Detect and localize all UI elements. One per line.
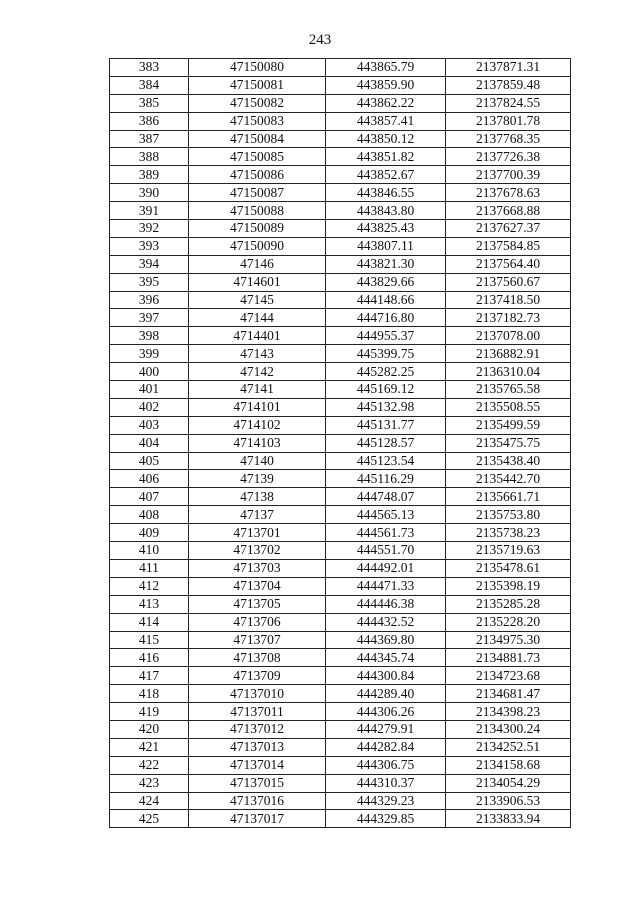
coordinates-table: [109, 58, 571, 828]
x-coordinate-cell: 445132.98: [326, 398, 446, 416]
x-coordinate-cell: 444492.01: [326, 559, 446, 577]
point-id-cell: 4713709: [189, 667, 326, 685]
table-row: [110, 291, 571, 309]
table-row: [110, 112, 571, 130]
table-row: [110, 130, 571, 148]
table-row: [110, 76, 571, 94]
point-id-cell: 4713701: [189, 524, 326, 542]
y-coordinate-cell: 2137182.73: [446, 309, 571, 327]
table-row: [110, 166, 571, 184]
table-row: [110, 577, 571, 595]
point-id-cell: 4714102: [189, 416, 326, 434]
point-id-cell: 47137015: [189, 774, 326, 792]
x-coordinate-cell: 444329.23: [326, 792, 446, 810]
page-number: 243: [308, 32, 332, 48]
point-id-cell: 47150085: [189, 148, 326, 166]
x-coordinate-cell: 445282.25: [326, 363, 446, 381]
x-coordinate-cell: 445131.77: [326, 416, 446, 434]
y-coordinate-cell: 2134300.24: [446, 720, 571, 738]
point-id-cell: 47140: [189, 452, 326, 470]
point-id-cell: 4713702: [189, 542, 326, 560]
row-index-cell: 389: [110, 166, 189, 184]
table-row: [110, 434, 571, 452]
point-id-cell: 4713706: [189, 613, 326, 631]
table-row: [110, 738, 571, 756]
point-id-cell: 47139: [189, 470, 326, 488]
y-coordinate-cell: 2135499.59: [446, 416, 571, 434]
x-coordinate-cell: 444306.75: [326, 756, 446, 774]
row-index-cell: 388: [110, 148, 189, 166]
point-id-cell: 47150083: [189, 112, 326, 130]
y-coordinate-cell: 2135719.63: [446, 542, 571, 560]
x-coordinate-cell: 444329.85: [326, 810, 446, 828]
x-coordinate-cell: 444432.52: [326, 613, 446, 631]
table-row: [110, 309, 571, 327]
y-coordinate-cell: 2134723.68: [446, 667, 571, 685]
y-coordinate-cell: 2135438.40: [446, 452, 571, 470]
y-coordinate-cell: 2136882.91: [446, 345, 571, 363]
y-coordinate-cell: 2137418.50: [446, 291, 571, 309]
x-coordinate-cell: 443829.66: [326, 273, 446, 291]
row-index-cell: 396: [110, 291, 189, 309]
x-coordinate-cell: 445399.75: [326, 345, 446, 363]
point-id-cell: 4713707: [189, 631, 326, 649]
point-id-cell: 47150081: [189, 76, 326, 94]
y-coordinate-cell: 2135508.55: [446, 398, 571, 416]
table-row: [110, 363, 571, 381]
table-row: [110, 345, 571, 363]
x-coordinate-cell: 443862.22: [326, 94, 446, 112]
y-coordinate-cell: 2137801.78: [446, 112, 571, 130]
x-coordinate-cell: 444446.38: [326, 595, 446, 613]
point-id-cell: 4713708: [189, 649, 326, 667]
x-coordinate-cell: 443859.90: [326, 76, 446, 94]
table-row: [110, 381, 571, 399]
point-id-cell: 47137012: [189, 720, 326, 738]
point-id-cell: 4714601: [189, 273, 326, 291]
table-row: [110, 810, 571, 828]
point-id-cell: 47150086: [189, 166, 326, 184]
y-coordinate-cell: 2135442.70: [446, 470, 571, 488]
x-coordinate-cell: 444471.33: [326, 577, 446, 595]
y-coordinate-cell: 2135398.19: [446, 577, 571, 595]
point-id-cell: 4713703: [189, 559, 326, 577]
row-index-cell: 397: [110, 309, 189, 327]
y-coordinate-cell: 2135228.20: [446, 613, 571, 631]
y-coordinate-cell: 2137078.00: [446, 327, 571, 345]
row-index-cell: 409: [110, 524, 189, 542]
row-index-cell: 423: [110, 774, 189, 792]
table-row: [110, 488, 571, 506]
row-index-cell: 398: [110, 327, 189, 345]
y-coordinate-cell: 2136310.04: [446, 363, 571, 381]
y-coordinate-cell: 2134158.68: [446, 756, 571, 774]
point-id-cell: 4713705: [189, 595, 326, 613]
x-coordinate-cell: 444561.73: [326, 524, 446, 542]
y-coordinate-cell: 2135738.23: [446, 524, 571, 542]
table-row: [110, 184, 571, 202]
row-index-cell: 402: [110, 398, 189, 416]
row-index-cell: 424: [110, 792, 189, 810]
row-index-cell: 400: [110, 363, 189, 381]
table-row: [110, 792, 571, 810]
y-coordinate-cell: 2134252.51: [446, 738, 571, 756]
point-id-cell: 47143: [189, 345, 326, 363]
point-id-cell: 47146: [189, 255, 326, 273]
point-id-cell: 47150087: [189, 184, 326, 202]
row-index-cell: 411: [110, 559, 189, 577]
point-id-cell: 47138: [189, 488, 326, 506]
row-index-cell: 420: [110, 720, 189, 738]
x-coordinate-cell: 445116.29: [326, 470, 446, 488]
x-coordinate-cell: 444565.13: [326, 506, 446, 524]
y-coordinate-cell: 2134054.29: [446, 774, 571, 792]
point-id-cell: 47150090: [189, 237, 326, 255]
table-row: [110, 756, 571, 774]
point-id-cell: 47150088: [189, 202, 326, 220]
row-index-cell: 390: [110, 184, 189, 202]
x-coordinate-cell: 444310.37: [326, 774, 446, 792]
y-coordinate-cell: 2134398.23: [446, 703, 571, 721]
point-id-cell: 47144: [189, 309, 326, 327]
x-coordinate-cell: 443852.67: [326, 166, 446, 184]
point-id-cell: 47142: [189, 363, 326, 381]
x-coordinate-cell: 444345.74: [326, 649, 446, 667]
x-coordinate-cell: 444551.70: [326, 542, 446, 560]
y-coordinate-cell: 2135661.71: [446, 488, 571, 506]
table-row: [110, 148, 571, 166]
point-id-cell: 47150080: [189, 59, 326, 77]
row-index-cell: 384: [110, 76, 189, 94]
row-index-cell: 383: [110, 59, 189, 77]
x-coordinate-cell: 443857.41: [326, 112, 446, 130]
y-coordinate-cell: 2133906.53: [446, 792, 571, 810]
row-index-cell: 410: [110, 542, 189, 560]
row-index-cell: 418: [110, 685, 189, 703]
y-coordinate-cell: 2134681.47: [446, 685, 571, 703]
row-index-cell: 417: [110, 667, 189, 685]
y-coordinate-cell: 2135285.28: [446, 595, 571, 613]
row-index-cell: 413: [110, 595, 189, 613]
table-row: [110, 94, 571, 112]
point-id-cell: 47150089: [189, 220, 326, 238]
y-coordinate-cell: 2137678.63: [446, 184, 571, 202]
row-index-cell: 395: [110, 273, 189, 291]
row-index-cell: 425: [110, 810, 189, 828]
row-index-cell: 392: [110, 220, 189, 238]
point-id-cell: 47137017: [189, 810, 326, 828]
x-coordinate-cell: 443825.43: [326, 220, 446, 238]
point-id-cell: 47137010: [189, 685, 326, 703]
y-coordinate-cell: 2137859.48: [446, 76, 571, 94]
row-index-cell: 422: [110, 756, 189, 774]
row-index-cell: 419: [110, 703, 189, 721]
x-coordinate-cell: 445169.12: [326, 381, 446, 399]
table-row: [110, 202, 571, 220]
y-coordinate-cell: 2137584.85: [446, 237, 571, 255]
x-coordinate-cell: 444300.84: [326, 667, 446, 685]
x-coordinate-cell: 444148.66: [326, 291, 446, 309]
table-row: [110, 398, 571, 416]
row-index-cell: 385: [110, 94, 189, 112]
point-id-cell: 47141: [189, 381, 326, 399]
point-id-cell: 47137014: [189, 756, 326, 774]
y-coordinate-cell: 2135753.80: [446, 506, 571, 524]
row-index-cell: 407: [110, 488, 189, 506]
point-id-cell: 47137011: [189, 703, 326, 721]
x-coordinate-cell: 445123.54: [326, 452, 446, 470]
y-coordinate-cell: 2137560.67: [446, 273, 571, 291]
table-row: [110, 559, 571, 577]
x-coordinate-cell: 443865.79: [326, 59, 446, 77]
row-index-cell: 406: [110, 470, 189, 488]
x-coordinate-cell: 444282.84: [326, 738, 446, 756]
row-index-cell: 391: [110, 202, 189, 220]
row-index-cell: 415: [110, 631, 189, 649]
y-coordinate-cell: 2137768.35: [446, 130, 571, 148]
x-coordinate-cell: 443850.12: [326, 130, 446, 148]
y-coordinate-cell: 2137564.40: [446, 255, 571, 273]
table-row: [110, 470, 571, 488]
row-index-cell: 401: [110, 381, 189, 399]
x-coordinate-cell: 443843.80: [326, 202, 446, 220]
table-row: [110, 273, 571, 291]
table-row: [110, 631, 571, 649]
row-index-cell: 399: [110, 345, 189, 363]
point-id-cell: 47145: [189, 291, 326, 309]
table-row: [110, 649, 571, 667]
y-coordinate-cell: 2137824.55: [446, 94, 571, 112]
row-index-cell: 394: [110, 255, 189, 273]
row-index-cell: 387: [110, 130, 189, 148]
x-coordinate-cell: 444369.80: [326, 631, 446, 649]
y-coordinate-cell: 2134975.30: [446, 631, 571, 649]
point-id-cell: 47137016: [189, 792, 326, 810]
table-row: [110, 506, 571, 524]
point-id-cell: 47150082: [189, 94, 326, 112]
table-row: [110, 703, 571, 721]
x-coordinate-cell: 443851.82: [326, 148, 446, 166]
row-index-cell: 403: [110, 416, 189, 434]
point-id-cell: 4714101: [189, 398, 326, 416]
point-id-cell: 47150084: [189, 130, 326, 148]
point-id-cell: 4714401: [189, 327, 326, 345]
table-row: [110, 720, 571, 738]
y-coordinate-cell: 2137627.37: [446, 220, 571, 238]
table-row: [110, 452, 571, 470]
y-coordinate-cell: 2137700.39: [446, 166, 571, 184]
coordinates-table-body: [110, 59, 571, 828]
table-row: [110, 542, 571, 560]
point-id-cell: 4713704: [189, 577, 326, 595]
x-coordinate-cell: 444955.37: [326, 327, 446, 345]
x-coordinate-cell: 444306.26: [326, 703, 446, 721]
row-index-cell: 404: [110, 434, 189, 452]
row-index-cell: 414: [110, 613, 189, 631]
table-row: [110, 613, 571, 631]
table-row: [110, 59, 571, 77]
x-coordinate-cell: 443807.11: [326, 237, 446, 255]
table-row: [110, 416, 571, 434]
y-coordinate-cell: 2137668.88: [446, 202, 571, 220]
y-coordinate-cell: 2134881.73: [446, 649, 571, 667]
x-coordinate-cell: 443846.55: [326, 184, 446, 202]
row-index-cell: 405: [110, 452, 189, 470]
point-id-cell: 47137013: [189, 738, 326, 756]
table-row: [110, 774, 571, 792]
row-index-cell: 412: [110, 577, 189, 595]
row-index-cell: 386: [110, 112, 189, 130]
table-row: [110, 220, 571, 238]
x-coordinate-cell: 444279.91: [326, 720, 446, 738]
y-coordinate-cell: 2135478.61: [446, 559, 571, 577]
x-coordinate-cell: 445128.57: [326, 434, 446, 452]
table-row: [110, 255, 571, 273]
y-coordinate-cell: 2133833.94: [446, 810, 571, 828]
x-coordinate-cell: 444716.80: [326, 309, 446, 327]
x-coordinate-cell: 443821.30: [326, 255, 446, 273]
point-id-cell: 47137: [189, 506, 326, 524]
y-coordinate-cell: 2135765.58: [446, 381, 571, 399]
row-index-cell: 416: [110, 649, 189, 667]
point-id-cell: 4714103: [189, 434, 326, 452]
table-row: [110, 327, 571, 345]
table-row: [110, 237, 571, 255]
y-coordinate-cell: 2137726.38: [446, 148, 571, 166]
table-row: [110, 524, 571, 542]
x-coordinate-cell: 444289.40: [326, 685, 446, 703]
row-index-cell: 421: [110, 738, 189, 756]
x-coordinate-cell: 444748.07: [326, 488, 446, 506]
row-index-cell: 393: [110, 237, 189, 255]
y-coordinate-cell: 2135475.75: [446, 434, 571, 452]
table-row: [110, 595, 571, 613]
table-row: [110, 667, 571, 685]
row-index-cell: 408: [110, 506, 189, 524]
table-row: [110, 685, 571, 703]
y-coordinate-cell: 2137871.31: [446, 59, 571, 77]
